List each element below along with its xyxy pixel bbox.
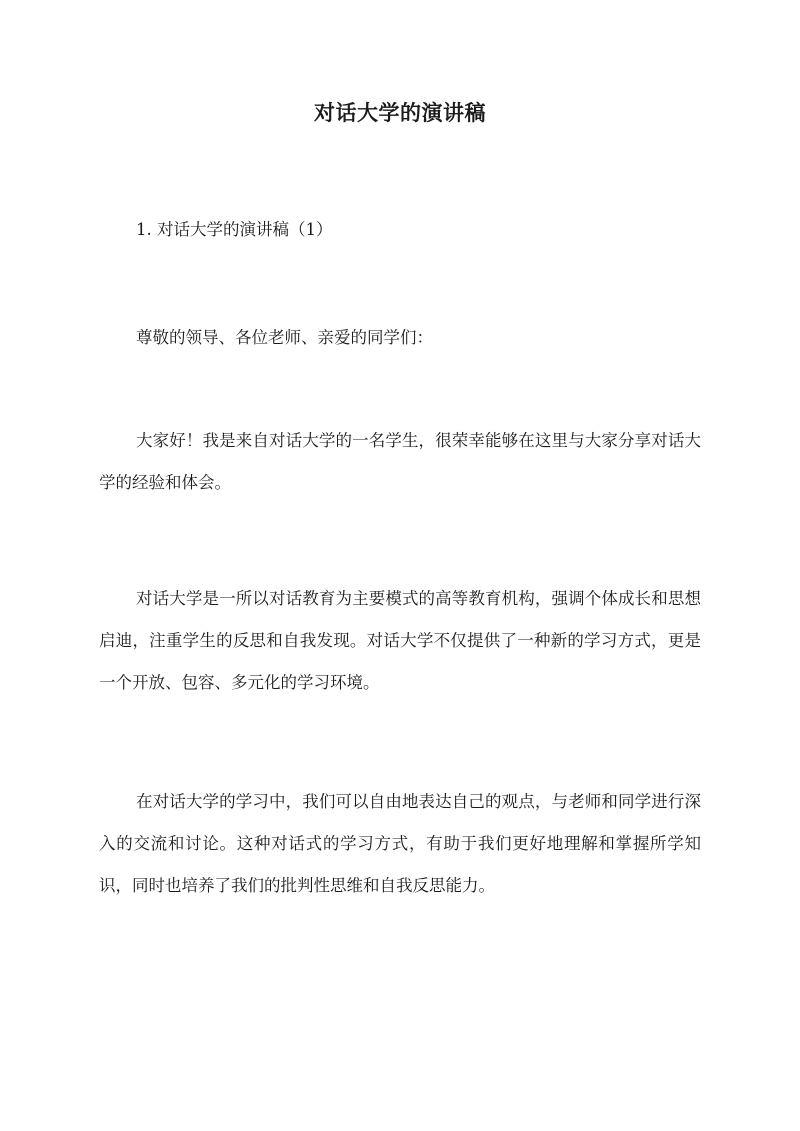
paragraph-study: 在对话大学的学习中，我们可以自由地表达自己的观点，与老师和同学进行深入的交流和讨论。这种对话式的学习方式，有助于我们更好地理解和掌握所学知识，同时也培养了我们的批判性思维和自我反思能力。 bbox=[99, 792, 701, 895]
document-title: 对话大学的演讲稿 bbox=[314, 100, 486, 125]
paragraph-greeting: 尊敬的领导、各位老师、亲爱的同学们： bbox=[136, 328, 433, 347]
section-heading: 1. 对话大学的演讲稿（1） bbox=[136, 220, 333, 239]
paragraph-about: 对话大学是一所以对话教育为主要模式的高等教育机构，强调个体成长和思想启迪，注重学生的反思和自我发现。对话大学不仅提供了一种新的学习方式，更是一个开放、包容、多元化的学习环境。 bbox=[99, 589, 701, 692]
paragraph-intro: 大家好！我是来自对话大学的一名学生，很荣幸能够在这里与大家分享对话大学的经验和体会。 bbox=[99, 431, 701, 492]
